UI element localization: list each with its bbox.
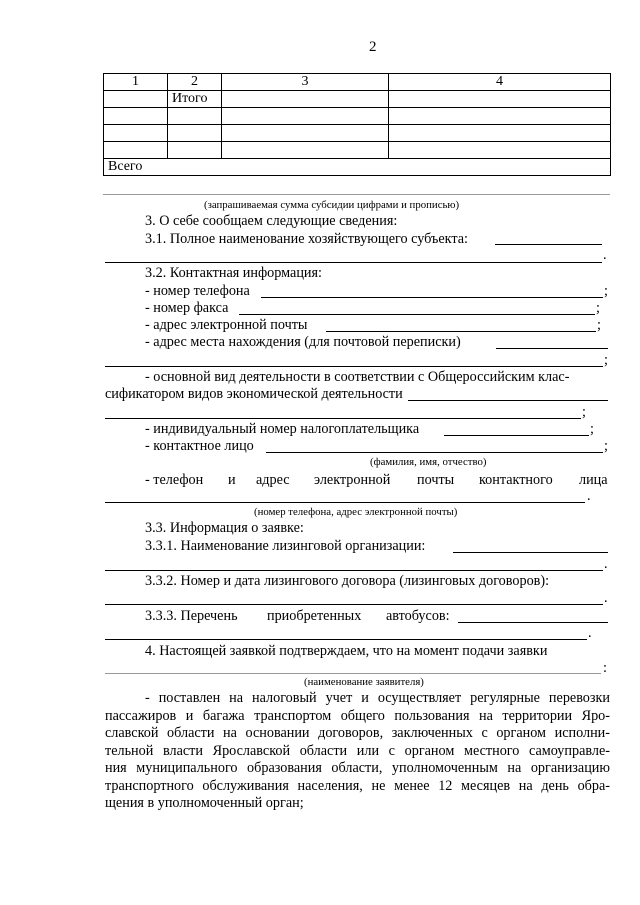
- full-name-field-cont[interactable]: [105, 262, 602, 263]
- table-row: [104, 108, 611, 125]
- address-field[interactable]: [496, 348, 608, 349]
- leasing-org-field-cont[interactable]: [105, 570, 603, 571]
- end-dot: .: [604, 590, 608, 606]
- table-header-row: [104, 74, 611, 91]
- activity-field-cont[interactable]: [105, 418, 581, 419]
- subsidy-table: [103, 73, 611, 176]
- section-3-2: 3.2. Контактная информация:: [145, 265, 322, 281]
- para-line: ния муниципального образования области, уполномоченным на организацию: [105, 760, 610, 776]
- section-3-3-1: 3.3.1. Наименование лизинговой организации:: [145, 538, 426, 554]
- email-label: - адрес электронной почты: [145, 317, 308, 333]
- table-row: [104, 142, 611, 159]
- table-row: [104, 125, 611, 142]
- leasing-contract-field[interactable]: [105, 604, 603, 605]
- inn-field[interactable]: [444, 435, 589, 436]
- fax-label: - номер факса: [145, 300, 229, 316]
- page-number: 2: [369, 39, 377, 55]
- table-cell: [389, 91, 611, 108]
- contact-phone-w6: контактного: [479, 472, 553, 488]
- activity-label-l1: - основной вид деятельности в соответствии с Общероссийским клас-: [145, 369, 570, 385]
- contact-label: - контактное лицо: [145, 438, 254, 454]
- para-line: пассажиров и багажа транспортом общего пользования на территории Яро-: [105, 707, 610, 724]
- activity-label-l2: сификатором видов экономической деятельности: [105, 386, 403, 402]
- colon: :: [603, 660, 607, 676]
- contact-field[interactable]: [266, 452, 603, 453]
- leasing-org-field[interactable]: [453, 552, 608, 553]
- email-field[interactable]: [326, 331, 596, 332]
- section-3: 3. О себе сообщаем следующие сведения:: [145, 213, 398, 229]
- section-4: 4. Настоящей заявкой подтверждаем, что на момент подачи заявки: [145, 643, 548, 659]
- condition-paragraph: [105, 690, 610, 813]
- section-3-3-3-w1: 3.3.3. Перечень: [145, 608, 238, 624]
- para-line: транспортного обслуживания населения, не менее 12 месяцев на день обра-: [105, 777, 610, 794]
- contact-phone-w3: адрес: [256, 472, 290, 488]
- section-3-3-3-w3: автобусов:: [386, 608, 450, 624]
- buses-field-cont[interactable]: [105, 639, 587, 640]
- contact-caption: (фамилия, имя, отчество): [370, 456, 487, 468]
- full-name-field[interactable]: [495, 244, 602, 245]
- end-dot: .: [588, 625, 592, 641]
- phone-label: - номер телефона: [145, 283, 250, 299]
- inn-label: - индивидуальный номер налогоплательщика: [145, 421, 420, 437]
- fax-field[interactable]: [239, 314, 595, 315]
- subsidy-caption: (запрашиваемая сумма субсидии цифрами и прописью): [204, 199, 460, 211]
- table-header-cell: 3: [222, 74, 389, 91]
- table-row: [104, 91, 611, 108]
- semicolon: ;: [582, 404, 586, 420]
- table-cell: [104, 91, 168, 108]
- semicolon: ;: [604, 283, 608, 299]
- para-line: - поставлен на налоговый учет и осуществляет регулярные перевозки: [145, 690, 610, 706]
- table-cell-itogo: Итого: [168, 91, 222, 108]
- para-line: тельной власти Ярославской области или с органом местного самоуправле-: [105, 742, 610, 759]
- contact-phone-caption: (номер телефона, адрес электронной почты): [254, 506, 458, 518]
- semicolon: ;: [604, 352, 608, 368]
- end-dot: .: [604, 556, 608, 572]
- section-3-3-2: 3.3.2. Номер и дата лизингового договора (лизинговых договоров):: [145, 573, 550, 589]
- semicolon: ;: [596, 300, 600, 316]
- section-3-3-3-w2: приобретенных: [267, 608, 362, 624]
- table-total-label: Всего: [104, 159, 611, 176]
- contact-phone-w4: электронной: [314, 472, 391, 488]
- table-cell: [222, 91, 389, 108]
- applicant-name-field[interactable]: [105, 673, 601, 674]
- section-3-1: 3.1. Полное наименование хозяйствующего субъекта:: [145, 231, 468, 247]
- applicant-caption: (наименование заявителя): [304, 676, 424, 688]
- contact-phone-field[interactable]: [105, 502, 585, 503]
- contact-phone-w2: и: [228, 472, 236, 488]
- semicolon: ;: [604, 438, 608, 454]
- para-line: щения в уполномоченный орган;: [105, 795, 304, 811]
- end-dot: .: [603, 247, 607, 263]
- activity-field[interactable]: [408, 400, 608, 401]
- table-total-row: [104, 159, 611, 176]
- contact-phone-w7: лица: [579, 472, 608, 488]
- address-field-cont[interactable]: [105, 366, 603, 367]
- contact-phone-w1: - телефон: [145, 472, 204, 488]
- semicolon: ;: [590, 421, 594, 437]
- table-header-cell: 4: [389, 74, 611, 91]
- para-line: славской области на основании договоров, заключенных с органом исполни-: [105, 725, 610, 741]
- section-3-3: 3.3. Информация о заявке:: [145, 520, 304, 536]
- contact-phone-w5: почты: [417, 472, 455, 488]
- table-header-cell: 2: [168, 74, 222, 91]
- buses-field[interactable]: [458, 622, 608, 623]
- address-label: - адрес места нахождения (для почтовой переписки): [145, 334, 461, 350]
- semicolon: ;: [597, 317, 601, 333]
- table-header-cell: 1: [104, 74, 168, 91]
- subsidy-amount-line[interactable]: [103, 194, 610, 195]
- phone-field[interactable]: [261, 297, 603, 298]
- end-dot: .: [587, 488, 591, 504]
